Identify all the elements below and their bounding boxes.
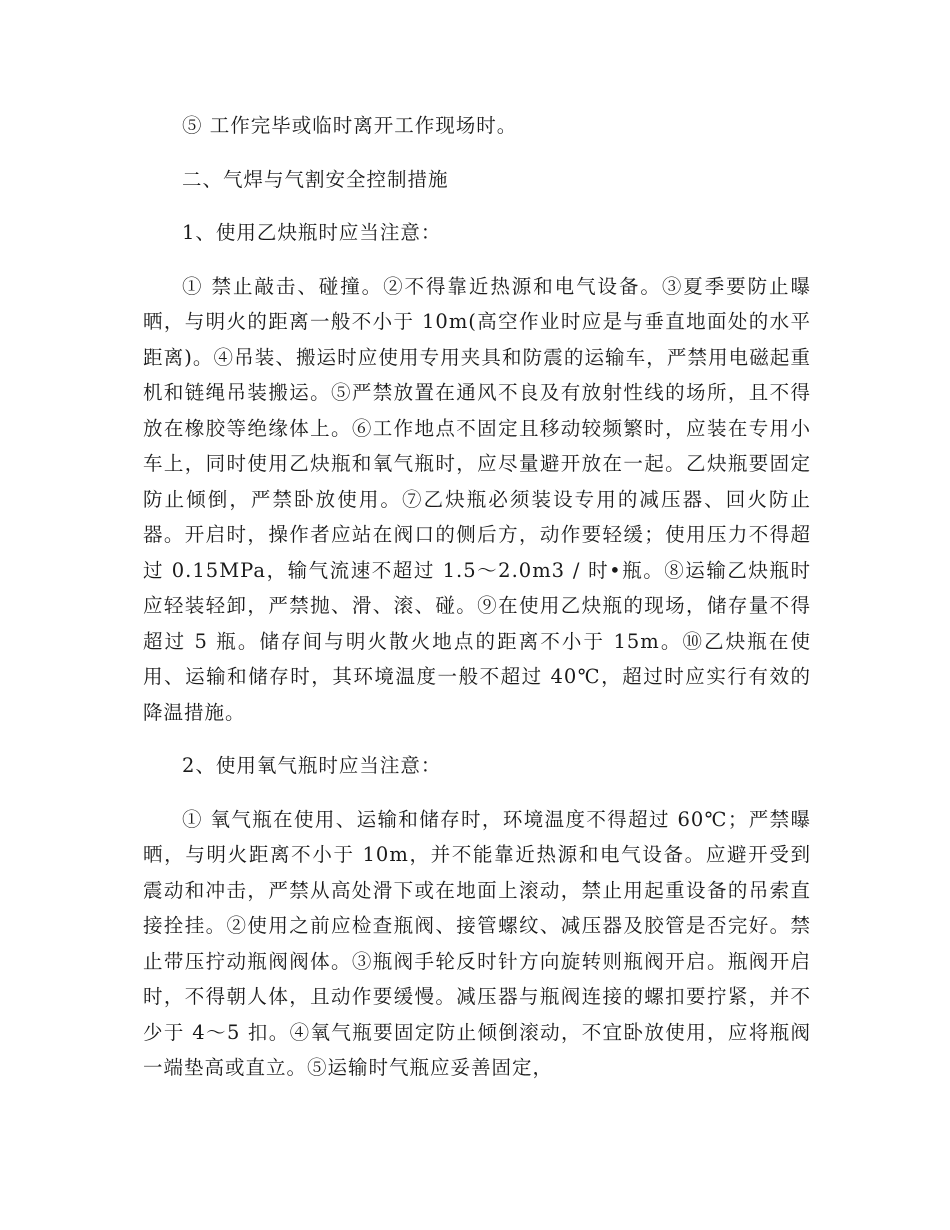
subheading-oxygen-cylinder: 2、使用氧气瓶时应当注意： [182, 754, 442, 777]
document-page [143, 108, 811, 1086]
section-heading-gas-welding: 二、气焊与气割安全控制措施 [182, 167, 449, 191]
paragraph-step-5: ⑤ 工作完毕或临时离开工作现场时。 [182, 114, 518, 137]
subheading-acetylene-cylinder: 1、使用乙炔瓶时应当注意： [182, 221, 442, 244]
paragraph-oxygen-rules: ① 氧气瓶在使用、运输和储存时，环境温度不得超过 60℃；严禁曝晒，与明火距离不小于 10m，并不能靠近热源和电气设备。应避开受到震动和冲击，严禁从高处滑下或在地面上滚动，禁止用起重设备的吊索直接拴挂。②使用之前应检查瓶阀、接管螺纹、减压器及胶管是否完好。禁止带压拧动瓶阀阀体。③瓶阀手轮反时针方向旋转则瓶阀开启。瓶阀开启时，不得朝人体，且动作要缓慢。减压器与瓶阀连接的螺扣要拧紧，并不少于 4～5 扣。④氧气瓶要固定防止倾倒滚动，不宜卧放使用，应将瓶阀一端垫高或直立。⑤运输时气瓶应妥善固定， [143, 807, 811, 1079]
paragraph-acetylene-rules: ① 禁止敲击、碰撞。②不得靠近热源和电气设备。③夏季要防止曝晒，与明火的距离一般不小于 10m(高空作业时应是与垂直地面处的水平距离)。④吊装、搬运时应使用专用夹具和防震的运输车，严禁用电磁起重机和链绳吊装搬运。⑤严禁放置在通风不良及有放射性线的场所，且不得放在橡胶等绝缘体上。⑥工作地点不固定且移动较频繁时，应装在专用小车上，同时使用乙炔瓶和氧气瓶时，应尽量避开放在一起。乙炔瓶要固定防止倾倒，严禁卧放使用。⑦乙炔瓶必须装设专用的减压器、回火防止器。开启时，操作者应站在阀口的侧后方，动作要轻缓；使用压力不得超过 0.15MPa，输气流速不超过 1.5～2.0m3 / 时•瓶。⑧运输乙炔瓶时应轻装轻卸，严禁抛、滑、滚、碰。⑨在使用乙炔瓶的现场，储存量不得超过 5 瓶。储存间与明火散火地点的距离不小于 15m。⑩乙炔瓶在使用、运输和储存时，其环境温度一般不超过 40℃，超过时应实行有效的降温措施。 [143, 274, 811, 724]
